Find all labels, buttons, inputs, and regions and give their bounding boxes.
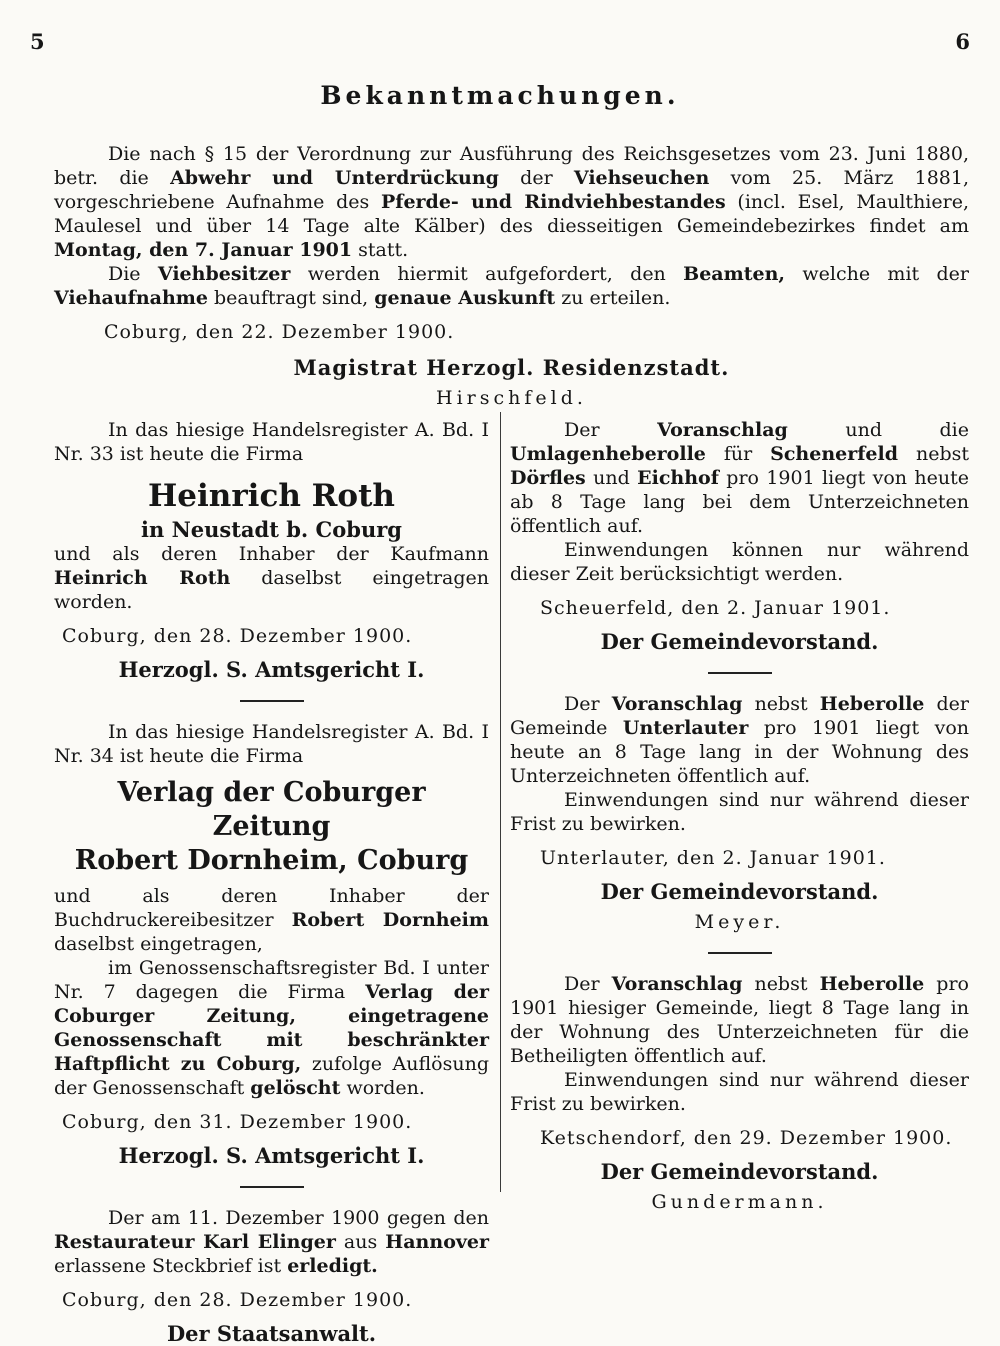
notice-date: Coburg, den 31. Dezember 1900. — [62, 1111, 413, 1133]
notice-body: Der Voranschlag und die Umlagenheberolle für Schenerfeld nebst Dörfles und Eichhof pro 1901 liegt von heute ab 8 Tage lang bei dem Unterzeichneten öffentlich auf. — [510, 419, 970, 537]
page-title: Bekanntmachungen. — [320, 81, 680, 110]
notice-date: Ketschendorf, den 29. Dezember 1900. — [540, 1127, 953, 1149]
notice-signature-name: Hirschfeld. — [436, 387, 587, 409]
section-divider — [708, 672, 772, 674]
budget-notice-ketschendorf — [510, 972, 969, 1214]
notice-signatory: Magistrat Herzogl. Residenzstadt. — [293, 355, 730, 380]
notice-paragraph: Die Viehbesitzer werden hiermit aufgefordert, den Beamten, welche mit der Viehaufnahme beauftragt sind, genaue Auskunft zu erteilen. — [54, 263, 970, 309]
notice-intro: In das hiesige Handelsregister A. Bd. I Nr. 34 ist heute die Firma — [54, 721, 489, 767]
page-number-right: 6 — [955, 29, 970, 54]
notice-date: Coburg, den 28. Dezember 1900. — [62, 1289, 413, 1311]
section-divider — [708, 952, 772, 954]
budget-notice-scheuerfeld — [510, 418, 969, 654]
notice-signature-name: Meyer. — [694, 911, 785, 933]
left-column — [54, 418, 489, 1346]
notice-body: im Genossenschaftsregister Bd. I unter Nr. 7 dagegen die Firma Verlag der Coburger Zeitung, eingetragene Genossenschaft mit beschränkter Haftpflicht zu Coburg, zufolge Auflösung der Genossenschaft gelöscht worden. — [54, 957, 489, 1099]
notice-date: Scheuerfeld, den 2. Januar 1901. — [540, 597, 891, 619]
notice-body: Der am 11. Dezember 1900 gegen den Restaurateur Karl Elinger aus Hannover erlassene Steckbrief ist erledigt. — [54, 1207, 489, 1277]
register-notice-dornheim — [54, 720, 489, 1168]
register-notice-roth — [54, 418, 489, 682]
firm-name-line2: Robert Dornheim, Coburg — [74, 845, 469, 876]
notice-date: Unterlauter, den 2. Januar 1901. — [540, 847, 886, 869]
notice-date: Coburg, den 28. Dezember 1900. — [62, 625, 413, 647]
notice-signatory: Der Gemeindevorstand. — [600, 879, 879, 904]
notice-signatory: Der Gemeindevorstand. — [600, 1159, 879, 1184]
firm-name-line1: Verlag der Coburger Zeitung — [117, 777, 426, 842]
court-signatory: Herzogl. S. Amtsgericht I. — [118, 657, 425, 682]
livestock-census-notice — [54, 142, 969, 410]
prosecutor-signatory: Der Staatsanwalt. — [166, 1321, 377, 1346]
notice-signature-name: Gundermann. — [651, 1191, 828, 1213]
notice-body: Einwendungen können nur während dieser Zeit berücksichtigt werden. — [510, 539, 969, 585]
firm-name: Heinrich Roth — [148, 478, 395, 514]
notice-body: Einwendungen sind nur während dieser Frist zu bewirken. — [510, 789, 969, 835]
notice-body: Der Voranschlag nebst Heberolle pro 1901 hiesiger Gemeinde, liegt 8 Tage lang in der Wohnung des Unterzeichneten für die Betheiligten öffentlich auf. — [510, 973, 969, 1067]
notice-paragraph: Die nach § 15 der Verordnung zur Ausführung des Reichsgesetzes vom 23. Juni 1880, betr. die Abwehr und Unterdrückung der Viehseuchen vom 25. März 1881, vorgeschriebene Aufnahme des Pferde- und Rindviehbestandes (incl. Esel, Maulthiere, Maulesel und über 14 Tage alte Kälber) des diesseitigen Gemeindebezirkes findet am Montag, den 7. Januar 1901 statt. — [54, 143, 970, 261]
column-divider — [500, 412, 501, 1192]
page-number-left: 5 — [30, 29, 45, 54]
section-divider — [240, 700, 304, 702]
court-signatory: Herzogl. S. Amtsgericht I. — [118, 1143, 425, 1168]
warrant-notice — [54, 1206, 489, 1346]
budget-notice-unterlauter — [510, 692, 969, 934]
notice-signatory: Der Gemeindevorstand. — [600, 629, 879, 654]
section-divider — [240, 1186, 304, 1188]
notice-body: Einwendungen sind nur während dieser Frist zu bewirken. — [510, 1069, 969, 1115]
notice-body: und als deren Inhaber der Buchdruckereibesitzer Robert Dornheim daselbst eingetragen, — [54, 885, 490, 955]
notice-date: Coburg, den 22. Dezember 1900. — [104, 321, 455, 343]
notice-body: Der Voranschlag nebst Heberolle der Gemeinde Unterlauter pro 1901 liegt von heute an 8 Tage lang in der Wohnung des Unterzeichneten öffentlich auf. — [510, 693, 970, 787]
firm-location: in Neustadt b. Coburg — [141, 517, 402, 542]
notice-intro: In das hiesige Handelsregister A. Bd. I Nr. 33 ist heute die Firma — [54, 419, 489, 465]
notice-body: und als deren Inhaber der Kaufmann Heinrich Roth daselbst eingetragen worden. — [54, 543, 490, 613]
right-column — [510, 418, 969, 1214]
